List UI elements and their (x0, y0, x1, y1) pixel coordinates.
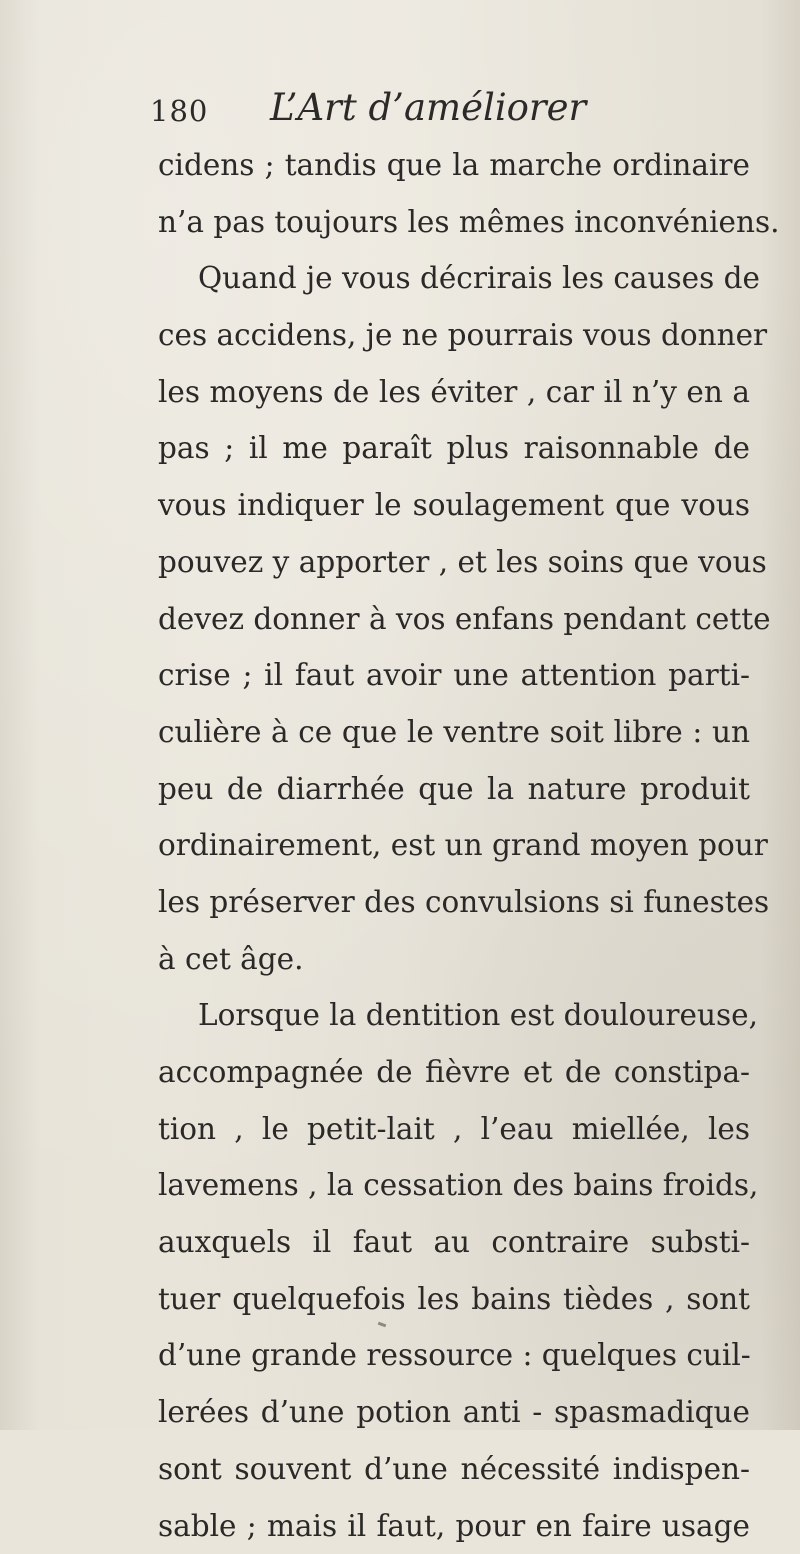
running-head (150, 86, 710, 136)
text-line: ordinairement, est un grand moyen pour (158, 817, 750, 874)
paragraph-start-line: Lorsque la dentition est douloureuse, (158, 987, 750, 1044)
text-line: accompagnée de fièvre et de constipa- (158, 1044, 750, 1101)
text-line: sable ; mais il faut, pour en faire usage (158, 1498, 750, 1554)
text-line: vous indiquer le soulagement que vous (158, 477, 750, 534)
text-line: les préserver des convulsions si funestes (158, 874, 750, 931)
text-line: ces accidens, je ne pourrais vous donner (158, 307, 750, 364)
text-line: cidens ; tandis que la marche ordinaire (158, 137, 750, 194)
text-line: d’une grande ressource : quelques cuil- (158, 1327, 750, 1384)
text-line: devez donner à vos enfans pendant cette (158, 591, 750, 648)
text-line: lavemens , la cessation des bains froids, (158, 1157, 750, 1214)
text-line: peu de diarrhée que la nature produit (158, 761, 750, 818)
text-line: crise ; il faut avoir une attention parti- (158, 647, 750, 704)
body-text (158, 137, 750, 1554)
text-line: sont souvent d’une nécessité indispen- (158, 1441, 750, 1498)
text-line: culière à ce que le ventre soit libre : un (158, 704, 750, 761)
text-line: auxquels il faut au contraire substi- (158, 1214, 750, 1271)
paragraph-start-line: Quand je vous décrirais les causes de (158, 250, 750, 307)
text-line: les moyens de les éviter , car il n’y en a (158, 364, 750, 421)
paragraph-end-line: à cet âge. (158, 931, 750, 988)
text-line: pas ; il me paraît plus raisonnable de (158, 420, 750, 477)
text-line: tion , le petit-lait , l’eau miellée, les (158, 1101, 750, 1158)
running-title: L’Art d’améliorer (270, 86, 586, 129)
text-line: n’a pas toujours les mêmes inconvéniens. (158, 194, 750, 251)
text-line: tuer quelquefois les bains tièdes , sont (158, 1271, 750, 1328)
page-number: 180 (150, 94, 208, 128)
text-line: lerées d’une potion anti - spasmadique (158, 1384, 750, 1441)
text-line: pouvez y apporter , et les soins que vous (158, 534, 750, 591)
